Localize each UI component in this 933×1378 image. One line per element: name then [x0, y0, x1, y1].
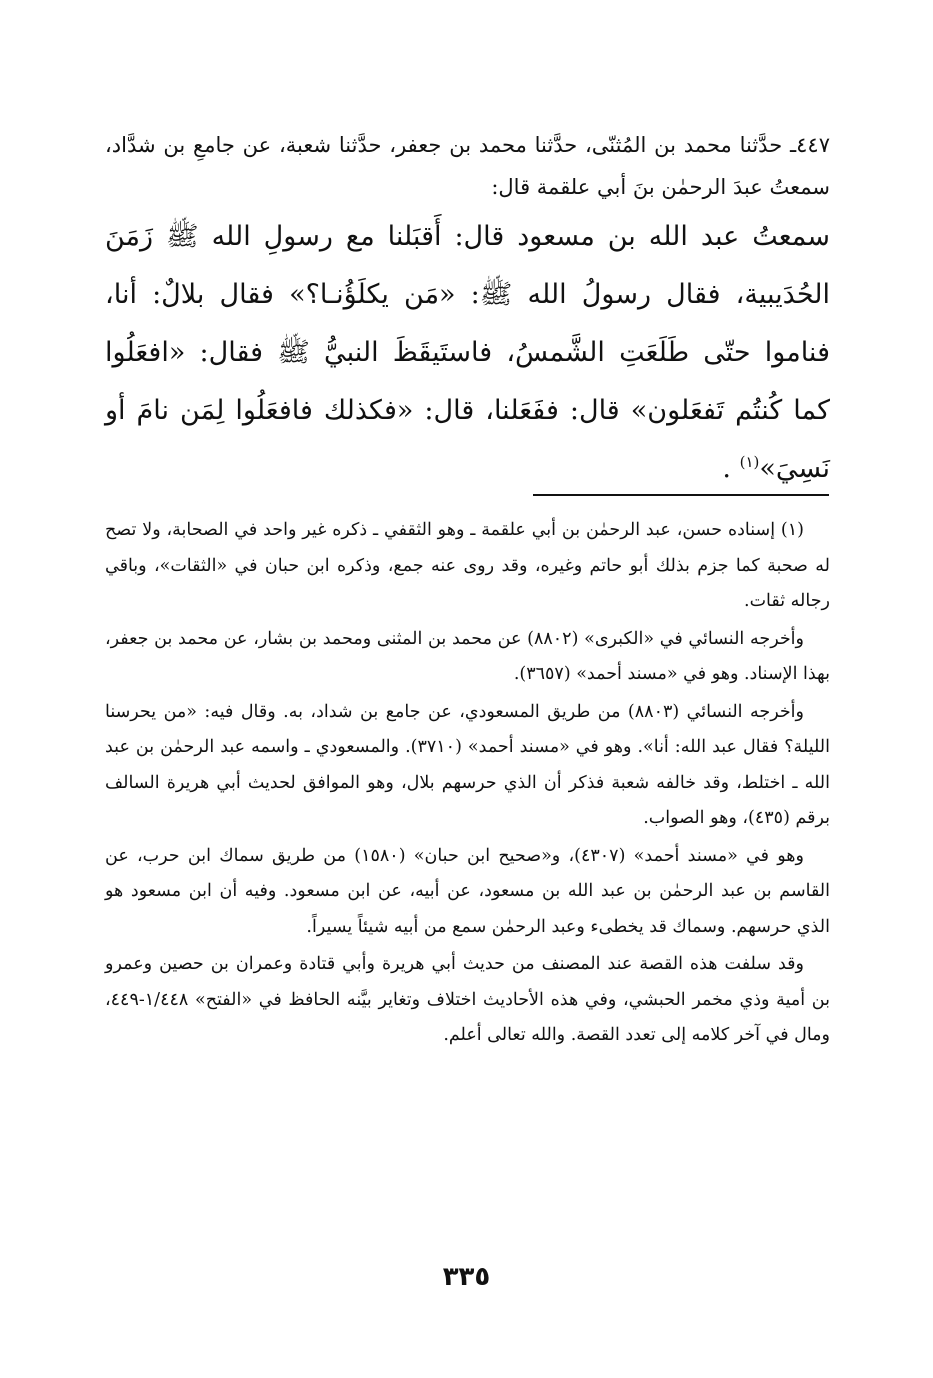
footnote-paragraph: وأخرجه النسائي في «الكبرى» (٨٨٠٢) عن محمد بن المثنى ومحمد بن بشار، عن محمد بن جعفر، بهذا الإسناد. وهو في «مسند أحمد» (٣٦٥٧). — [105, 628, 830, 684]
hadith-isnad: ٤٤٧ـ حدَّثنا محمد بن المُثنّى، حدَّثنا محمد بن جعفر، حدَّثنا شعبة، عن جامعِ بن شدَّاد، سمعتُ عبدَ الرحمٰن بنَ أبي علقمة قال: — [105, 133, 830, 199]
footnote-paragraph: وقد سلفت هذه القصة عند المصنف من حديث أبي هريرة وأبي قتادة وعمران بن حصين وعمرو بن أمية وذي مخمر الحبشي، وفي هذه الأحاديث اختلاف وتغاير بيَّنه الحافظ في «الفتح» ١/٤٤٨-٤٤٩، ومال في آخر كلامه إلى تعدد القصة. والله تعالى أعلم. — [105, 954, 830, 1045]
footnote-paragraph: (١) إسناده حسن، عبد الرحمٰن بن أبي علقمة ـ وهو الثقفي ـ ذكره غير واحد في الصحابة، ولا تصح له صحبة كما جزم بذلك أبو حاتم وغيره، وقد روى عنه جمع، وذكره ابن حبان في «الثقات»، وباقي رجاله ثقات. — [105, 520, 830, 611]
footnote-paragraph: وهو في «مسند أحمد» (٤٣٠٧)، و«صحيح ابن حبان» (١٥٨٠) من طريق سماك ابن حرب، عن القاسم بن عبد الرحمٰن بن عبد الله بن مسعود، عن أبيه، عن ابن مسعود. وفيه أن ابن مسعود هو الذي حرسهم. وسماك قد يخطىء وعبد الرحمٰن سمع من أبيه شيئاً يسيراً. — [105, 845, 830, 937]
hadith-end-mark: . — [722, 453, 731, 484]
page-number: ٣٣٥ — [442, 1262, 491, 1292]
footnote-separator — [533, 494, 829, 496]
footnotes — [105, 513, 830, 1056]
footnote-marker: (١) — [739, 453, 760, 471]
footnote-paragraph: وأخرجه النسائي (٨٨٠٣) من طريق المسعودي، عن جامع بن شداد، به. وقال فيه: «من يحرسنا الليلة؟ فقال عبد الله: أنا». وهو في «مسند أحمد» (٣٧١٠). والمسعودي ـ واسمه عبد الرحمٰن بن عبد الله ـ اختلط، وقد خالفه شعبة فذكر أن الذي حرسهم بلال، وهو الموافق لحديث أبي هريرة السالف برقم (٤٣٥)، وهو الصواب. — [105, 701, 830, 828]
hadith-matn-text: سمعتُ عبد الله بن مسعود قال: أَقبَلنا مع رسولِ الله ﷺ زَمَنَ الحُدَيبية، فقال رسولُ الله ﷺ: «مَن يكلَؤُنـا؟» فقال بلالٌ: أنا، فناموا حتّى طَلَعَتِ الشَّمسُ، فاستَيقَظَ النبيُّ ﷺ فقال: «افعَلُوا كما كُنتُم تَفعَلون» قال: ففَعَلنا، قال: «فكذلك فافعَلُوا لِمَن نامَ أو نَسِيَ» — [105, 221, 830, 484]
hadith-matn — [105, 208, 830, 498]
